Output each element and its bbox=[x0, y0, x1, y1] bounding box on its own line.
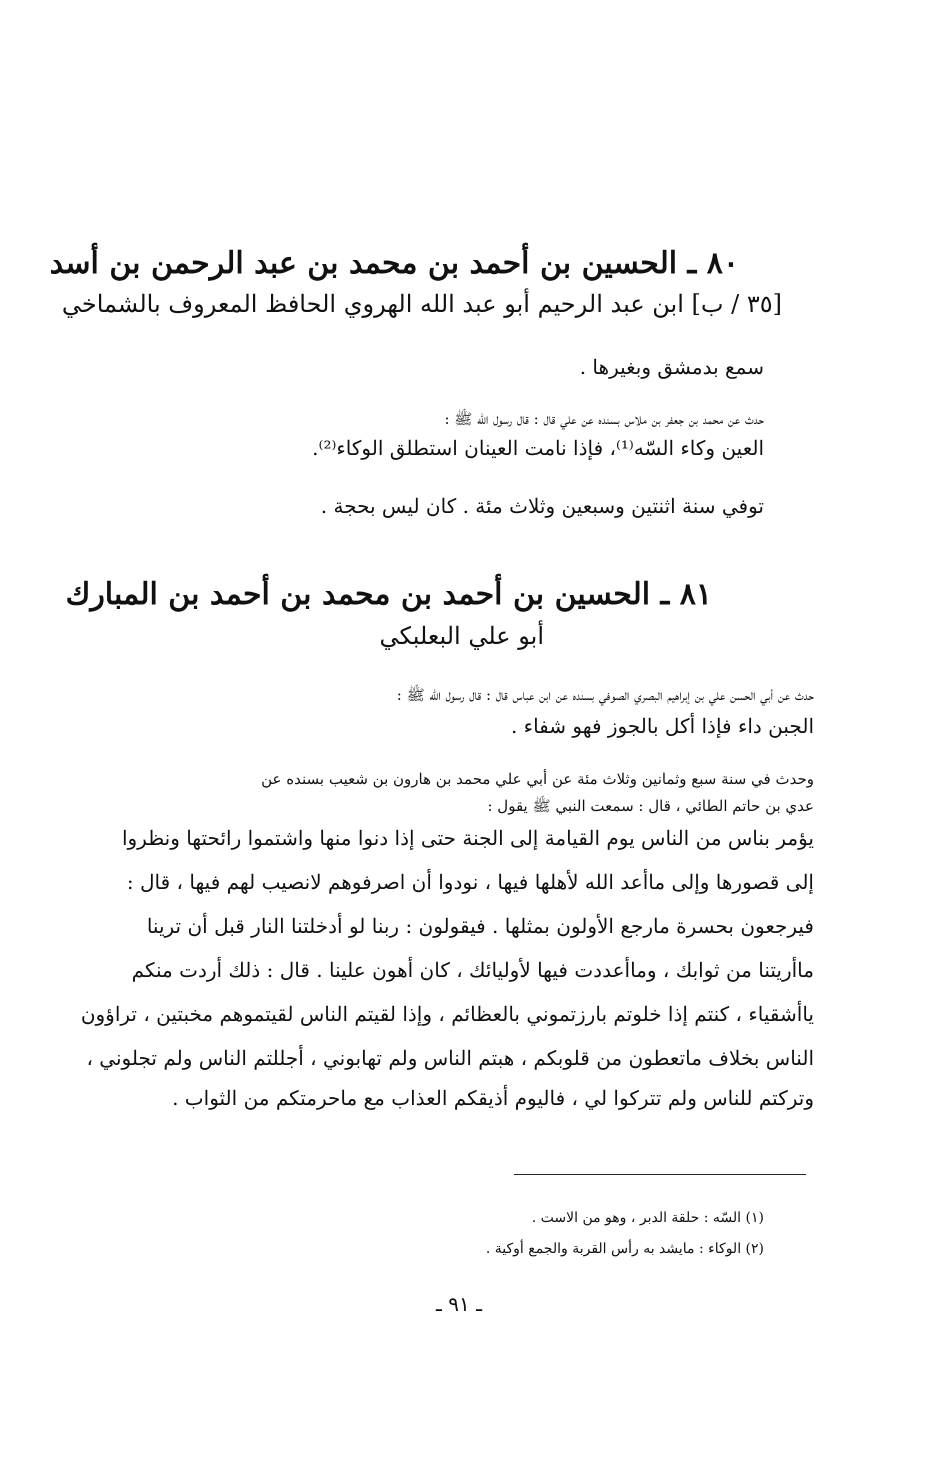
page-number: ـ ٩١ ـ bbox=[436, 1292, 482, 1316]
entry-80-narration: حدث عن محمد بن جعفر بن ملاس بسنده عن علي قال : قال رسول الله ﷺ : bbox=[444, 410, 764, 428]
entry-81-text-line: فيرجعون بحسرة مارجع الأولون بمثلها . فيقولون : ربنا لو أدخلتنا النار قبل أن ترينا bbox=[146, 914, 814, 938]
entry-81-text-line: الناس بخلاف ماتعطون من قلوبكم ، هبتم الناس ولم تهابوني ، أجللتم الناس ولم تجلوني ، bbox=[86, 1046, 814, 1070]
entry-80-subheading: [٣٥ / ب] ابن عبد الرحيم أبو عبد الله الهروي الحافظ المعروف بالشماخي bbox=[61, 290, 782, 318]
entry-81-subheading: أبو علي البعلبكي bbox=[379, 622, 544, 650]
entry-81-text-line: وتركتم للناس ولم تتركوا لي ، فاليوم أذيقكم العذاب مع ماحرمتكم من الثواب . bbox=[172, 1086, 814, 1110]
entry-80-line: سمع بدمشق وبغيرها . bbox=[579, 355, 764, 379]
entry-81-heading: ٨١ ـ الحسين بن أحمد بن محمد بن أحمد بن المبارك bbox=[65, 577, 712, 612]
entry-81-text-line: يؤمر بناس من الناس يوم القيامة إلى الجنة حتى إذا دنوا منها واشتموا رائحتها ونظروا bbox=[121, 826, 814, 850]
footnote-separator bbox=[514, 1174, 806, 1175]
entry-81-hadith: الجبن داء فإذا أكل بالجوز فهو شفاء . bbox=[510, 714, 814, 738]
entry-81-narration2-line1: وحدث في سنة سبع وثمانين وثلاث مئة عن أبي علي محمد بن هارون بن شعيب بسنده عن bbox=[261, 770, 814, 788]
entry-80-heading: ٨٠ ـ الحسين بن أحمد بن محمد بن عبد الرحمن بن أسد bbox=[49, 246, 739, 281]
entry-81-text-line: ماأريتنا من ثوابك ، وماأعددت فيها لأوليائك ، كان أهون علينا . قال : ذلك أردت منكم bbox=[131, 958, 814, 982]
entry-81-narration2-line2: عدي بن حاتم الطائي ، قال : سمعت النبي ﷺ يقول : bbox=[487, 797, 814, 815]
entry-81-text-line: ياأشقياء ، كنتم إذا خلوتم بارزتموني بالعظائم ، وإذا لقيتم الناس لقيتموهم مخبتين ، تراؤون bbox=[80, 1002, 814, 1026]
entry-81-text-line: إلى قصورها وإلى ماأعد الله لأهلها فيها ، نودوا أن اصرفوهم لانصيب لهم فيها ، قال : bbox=[126, 870, 814, 894]
entry-80-death: توفي سنة اثنتين وسبعين وثلاث مئة . كان ليس بحجة . bbox=[320, 494, 764, 518]
footnote-2: (٢) الوكاء : مايشد به رأس القربة والجمع أوكية . bbox=[485, 1241, 764, 1257]
footnote-1: (١) السّه : حلقة الدبر ، وهو من الاست . bbox=[531, 1210, 764, 1226]
entry-81-narration: حدث عن أبي الحسن علي بن إبراهيم البصري الصوفي بسنده عن ابن عباس قال : قال رسول الله ﷺ : bbox=[396, 686, 814, 704]
entry-80-hadith: العين وكاء السّه⁽¹⁾، فإذا نامت العينان استطلق الوكاء⁽²⁾. bbox=[312, 436, 764, 460]
